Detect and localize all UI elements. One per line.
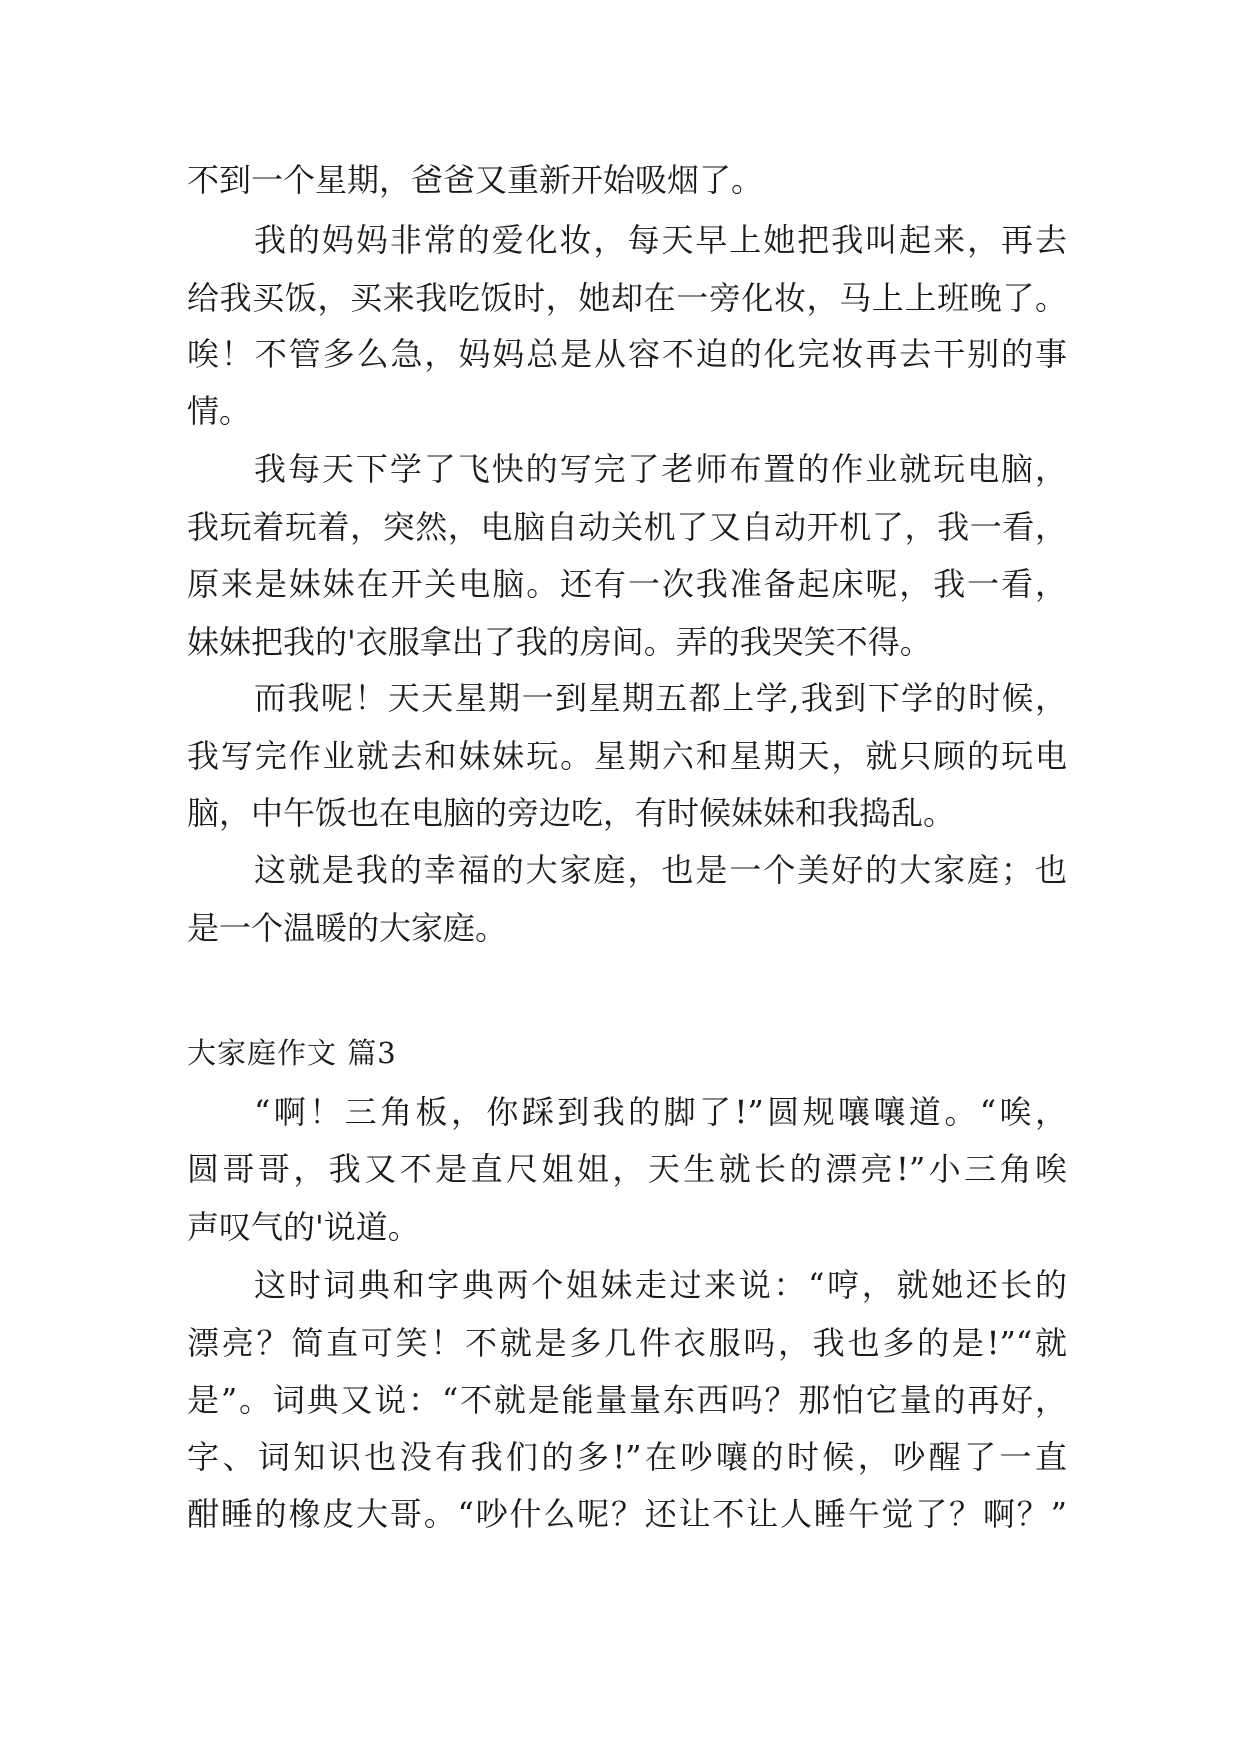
paragraph-line: 不到一个星期，爸爸又重新开始吸烟了。 bbox=[187, 161, 764, 199]
paragraph-line: 我的妈妈非常的爱化妆，每天早上她把我叫起来，再去 bbox=[254, 221, 1067, 259]
paragraph-line: 情。 bbox=[187, 392, 252, 430]
paragraph-line: 是”。词典又说：“不就是能量量东西吗？那怕它量的再好， bbox=[187, 1381, 1067, 1419]
paragraph-line: 是一个温暖的大家庭。 bbox=[187, 909, 508, 947]
paragraph-line: 原来是妹妹在开关电脑。还有一次我准备起床呢，我一看， bbox=[187, 565, 1067, 603]
paragraph-line: 妹妹把我的'衣服拿出了我的房间。弄的我哭笑不得。 bbox=[187, 623, 932, 661]
paragraph-line: 给我买饭，买来我吃饭时，她却在一旁化妆，马上上班晚了。 bbox=[187, 279, 1067, 317]
paragraph-line: 我玩着玩着，突然，电脑自动关机了又自动开机了，我一看， bbox=[187, 508, 1067, 546]
paragraph-line: 圆哥哥，我又不是直尺姐姐，天生就长的漂亮!”小三角唉 bbox=[187, 1150, 1067, 1188]
paragraph-line: 唉！不管多么急，妈妈总是从容不迫的化完妆再去干别的事 bbox=[187, 335, 1067, 373]
section-heading: 大家庭作文 篇3 bbox=[187, 1036, 397, 1070]
paragraph-line: 这就是我的幸福的大家庭，也是一个美好的大家庭；也 bbox=[254, 851, 1067, 889]
paragraph-line: 我写完作业就去和妹妹玩。星期六和星期天，就只顾的玩电 bbox=[187, 737, 1067, 775]
paragraph-line: 而我呢！天天星期一到星期五都上学,我到下学的时候， bbox=[254, 679, 1067, 717]
paragraph-line: 脑，中午饭也在电脑的旁边吃，有时候妹妹和我捣乱。 bbox=[187, 794, 956, 832]
paragraph-line: 漂亮？简直可笑！不就是多几件衣服吗，我也多的是!”“就 bbox=[187, 1324, 1067, 1362]
paragraph-line: 字、词知识也没有我们的多!”在吵嚷的时候，吵醒了一直 bbox=[187, 1438, 1067, 1476]
paragraph-line: 酣睡的橡皮大哥。“吵什么呢？还让不让人睡午觉了？啊？” bbox=[187, 1495, 1067, 1533]
paragraph-line: 这时词典和字典两个姐妹走过来说：“哼，就她还长的 bbox=[254, 1266, 1067, 1304]
paragraph-line: “啊！三角板，你踩到我的脚了!”圆规嚷嚷道。“唉， bbox=[254, 1093, 1067, 1131]
paragraph-line: 声叹气的'说道。 bbox=[187, 1208, 420, 1246]
paragraph-line: 我每天下学了飞快的写完了老师布置的作业就玩电脑， bbox=[254, 450, 1067, 488]
